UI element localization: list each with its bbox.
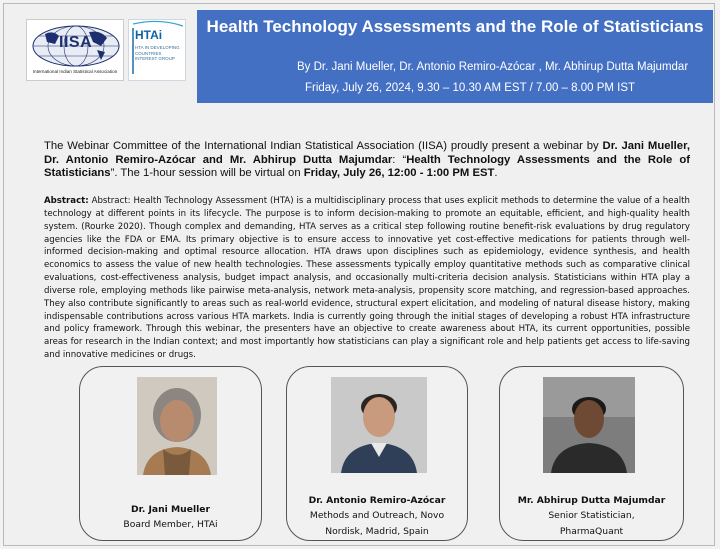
speaker-photo (331, 377, 427, 473)
intro-text-2: : “ (392, 153, 407, 166)
speaker-photo (137, 377, 217, 475)
htai-logo-sub: HTA IN DEVELOPING COUNTRIES INTEREST GROUP (135, 45, 180, 61)
speaker-card (499, 366, 684, 541)
abstract-paragraph (44, 195, 690, 362)
speaker-photo (543, 377, 635, 473)
banner-date: Friday, July 26, 2024, 9.30 – 10.30 AM EST / 7.00 – 8.00 PM IST (305, 82, 636, 94)
speaker-role: Senior Statistician, PharmaQuant (548, 510, 635, 537)
speaker-name: Dr. Antonio Remiro-Azócar (308, 495, 446, 506)
intro-when: Friday, July 26, 12:00 - 1:00 PM EST (303, 167, 495, 179)
abstract-text: Abstract: Health Technology Assessment (HTA) is a multidisciplinary process that uses explicit methods to determine the value of a health technology at different points in its lifecycle. The purpose is to inform decision-making to promote an equitable, efficient, and high-quality health system. (Rourke 2020). Though complex and demanding, HTA serves as a critical step following routine benefit-risk evaluations by drug regulatory agencies like the FDA or EMA. Its primary objective is to ensure access to innovative yet cost-effective medications for patients through well-informed decision-making and optimal resource allocation. HTA draws upon disciplines such as epidemiology, evidence synthesis, and health economics to assess the value of new health technologies. These assessments typically employ quantitative methods such as comparative clinical evaluations, cost-effectiveness analysis, budget impact analysis, and occasionally multi-criteria decision analysis. Statisticians within HTA play a diverse role, employing methods like pairwise meta-analysis, network meta-analysis, propensity score matching, and regression-based approaches. They also contribute significantly to areas such as real-world evidence, structural expert elicitation, and modeling of natural disease history, making indispensable contributions across various HTA markets. India is currently going through the initial stages of developing a robust HTA infrastructure and policy framework. Through this webinar, the presenters have an objective to create awareness about HTA, its current opportunities, possible areas for research in the Indian context; and most importantly how statisticians can play a significant role and help patients get access to life-saving and innovative medicines or drugs. (44, 196, 690, 361)
intro-text-3: ”. The 1-hour session will be virtual on (110, 167, 304, 179)
intro-title: Health Technology Assessments and the Role of Statisticians (44, 153, 690, 179)
speaker-name: Mr. Abhirup Dutta Majumdar (517, 495, 666, 506)
speaker-role: Methods and Outreach, Novo Nordisk, Madrid, Spain (309, 510, 445, 537)
htai-logo-text: HTAi (135, 28, 163, 42)
title-banner (197, 10, 713, 103)
speaker-role: Board Member, HTAi (123, 519, 218, 530)
iisa-logo (26, 19, 124, 81)
htai-logo (128, 19, 186, 81)
intro-presenters: Dr. Jani Mueller, Dr. Antonio Remiro-Azócar and Mr. Abhirup Dutta Majumdar (44, 140, 690, 166)
intro-text-4: . (494, 167, 498, 179)
speaker-card (79, 366, 262, 541)
speaker-card (286, 366, 468, 541)
intro-paragraph (44, 140, 690, 181)
speaker-name: Dr. Jani Mueller (130, 504, 211, 515)
abstract-label: Abstract: (44, 196, 89, 206)
iisa-logo-caption: International Indian Statistical Association (32, 69, 118, 74)
intro-text-1: The Webinar Committee of the International Indian Statistical Association (IISA) proudly present a webinar by (44, 140, 603, 152)
webinar-title: Health Technology Assessments and the Role of Statisticians (206, 17, 704, 36)
iisa-logo-text: IISA (59, 34, 93, 51)
banner-authors: By Dr. Jani Mueller, Dr. Antonio Remiro-Azócar , Mr. Abhirup Dutta Majumdar (297, 61, 689, 73)
